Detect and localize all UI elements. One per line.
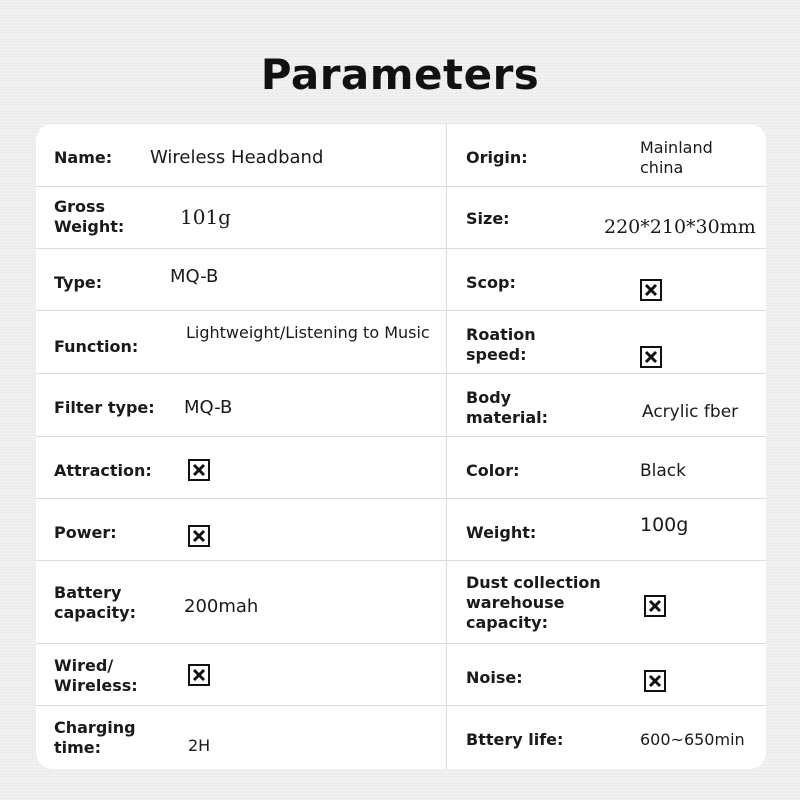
color-label: Color: (466, 461, 520, 480)
power-label: Power: (54, 523, 117, 542)
table-row (36, 124, 766, 186)
column-divider (446, 187, 447, 249)
noise-label: Noise: (466, 668, 523, 687)
dust-collection-label: Dust collection warehouse capacity: (466, 573, 601, 632)
type-value: MQ-B (170, 266, 219, 287)
column-divider (446, 437, 447, 499)
column-divider (446, 374, 447, 437)
function-label: Function: (54, 337, 139, 356)
column-divider (446, 644, 447, 706)
gross-weight-value: 101g (180, 205, 231, 229)
x-box-icon (644, 670, 666, 692)
column-divider (446, 311, 447, 374)
battery-life-value: 600~650min (640, 730, 745, 749)
table-row (36, 186, 766, 249)
origin-label: Origin: (466, 148, 528, 167)
x-box-icon (640, 346, 662, 368)
table-row (36, 643, 766, 706)
scop-label: Scop: (466, 273, 516, 292)
body-material-label: Body material: (466, 388, 549, 427)
gross-weight-label: Gross Weight: (54, 197, 125, 236)
filter-type-value: MQ-B (184, 397, 233, 418)
body-material-value: Acrylic fber (642, 402, 739, 422)
color-value: Black (640, 461, 686, 481)
weight-value: 100g (640, 514, 689, 536)
charging-time-value: 2H (188, 736, 211, 755)
wired-wireless-label: Wired/ Wireless: (54, 656, 138, 695)
x-box-icon (644, 595, 666, 617)
name-label: Name: (54, 148, 113, 167)
parameters-table (36, 124, 766, 769)
column-divider (446, 499, 447, 561)
x-box-icon (640, 279, 662, 301)
origin-value: Mainland china (640, 138, 713, 177)
column-divider (446, 249, 447, 311)
weight-label: Weight: (466, 523, 537, 542)
rotation-speed-label: Roation speed: (466, 325, 536, 364)
battery-capacity-value: 200mah (184, 596, 259, 617)
column-divider (446, 124, 447, 186)
battery-life-label: Bttery life: (466, 730, 564, 749)
x-box-icon (188, 459, 210, 481)
attraction-label: Attraction: (54, 461, 152, 480)
table-row (36, 373, 766, 437)
function-value: Lightweight/Listening to Music (186, 323, 430, 342)
charging-time-label: Charging time: (54, 718, 136, 757)
x-box-icon (188, 525, 210, 547)
x-box-icon (188, 664, 210, 686)
table-row (36, 560, 766, 644)
size-label: Size: (466, 209, 510, 228)
table-row (36, 248, 766, 311)
table-row (36, 436, 766, 499)
table-row (36, 705, 766, 769)
table-row (36, 498, 766, 561)
name-value: Wireless Headband (150, 147, 324, 168)
table-row (36, 310, 766, 374)
battery-capacity-label: Battery capacity: (54, 583, 136, 622)
column-divider (446, 706, 447, 769)
size-value: 220*210*30mm (604, 216, 756, 238)
page-title: Parameters (260, 50, 540, 99)
filter-type-label: Filter type: (54, 398, 155, 417)
column-divider (446, 561, 447, 644)
type-label: Type: (54, 273, 103, 292)
